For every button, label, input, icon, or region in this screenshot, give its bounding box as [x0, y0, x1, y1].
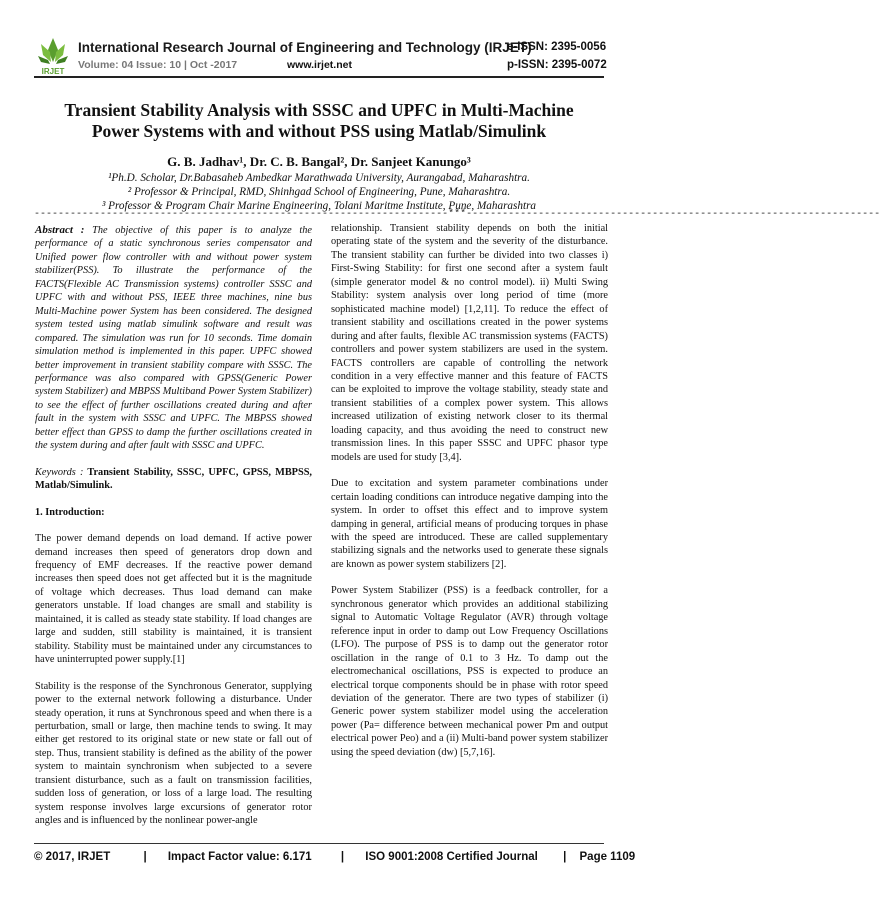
section-separator: ---------------------------------------------------------------------***--------------------------------------------------------------------- [34, 209, 880, 220]
title-line-1: Transient Stability Analysis with SSSC and UPFC in Multi-Machine [64, 100, 574, 120]
pissn: p-ISSN: 2395-0072 [507, 59, 607, 71]
keywords-label: Keywords : [35, 466, 84, 478]
footer [34, 851, 636, 863]
volume-issue: Volume: 04 Issue: 10 | Oct -2017 [78, 59, 238, 71]
footer-page-number: Page 1109 [579, 851, 636, 863]
intro-paragraph-2: Stability is the response of the Synchronous Generator, supplying power to the external network following a disturbance. Under steady operation, it runs at Synchronous speed and when there is a perturbation, small or large, then machine tends to swing. It may either get restored to its original state or new state or fall out of step. Thus, transient stability is defined as the ability of the power system to maintain synchronism when subjected to a severe transient disturbance, such as a fault on transmission facilities, sudden loss of generation, or loss of a large load. The resulting system response involves large excursions of generator rotor angles and is influenced by the nonlinear power-angle [35, 680, 312, 827]
irjet-logo [36, 36, 70, 76]
logo-text: IRJET [41, 67, 65, 76]
footer-separator: | [563, 851, 567, 863]
affiliation-2: ² Professor & Principal, RMD, Shinhgad School of Engineering, Pune, Maharashtra. [127, 186, 511, 198]
authors: G. B. Jadhav¹, Dr. C. B. Bangal², Dr. Sanjeet Kanungo³ [167, 154, 471, 169]
abstract-text: The objective of this paper is to analyze the performance of a static synchronous series compensator and Unified power flow controller with and without power system stabilizer(PSS). To illustrate the performance of the FACTS(Flexible AC Transmission systems) controller SSSC and UPFC with and without PSS, IEEE three machines, nine bus Multi-Machine power System has been considered. The designed system tested using matlab simulink software and result was compared. The simulation was run for 10 seconds. Time domain simulation method is implemented in this paper. UPFC showed better improvement in transient stability compare with SSSC. The performance was also compared with GPSS(Generic Power system Stabilizer) and MBPSS Multiband Power System Stabilizer) to see the effect of further oscillations created during and after fault in the system with SSSC and UPFC. The MBPSS showed better effect than GPSS to damp the further oscillations created in the system during and after fault with SSSC and UPFC. [35, 225, 312, 452]
footer-copyright: © 2017, IRJET [34, 851, 111, 863]
footer-divider [34, 843, 604, 844]
footer-separator: | [143, 851, 147, 863]
right-paragraph-3: Power System Stabilizer (PSS) is a feedback controller, for a synchronous generator which provides an additional stabilizing signal to Automatic Voltage Regulator (AVR) through voltage reference input in order to damp out Low Frequency Oscillations (LFO). The purpose of PSS is to damp out the generator rotor oscillation in the range of 0.1 to 3 Hz. To damp out the electromechanical oscillations, PSS is expected to produce an electrical torque components should be in phase with rotor speed deviation of the generator. There are two types of stabilizer (i) Generic power system stabilizer model using the acceleration power (Pa= difference between mechanical power Pm and output electrical power Peo) and a (ii) Multi-band power system stabilizer using the speed deviation (dw) [5,7,16]. [331, 585, 608, 758]
affiliation-1: ¹Ph.D. Scholar, Dr.Babasaheb Ambedkar Marathwada University, Aurangabad, Maharashtra. [108, 172, 530, 184]
intro-paragraph-1: The power demand depends on load demand. If active power demand increases then speed of generators drop down and frequency of EMF decreases. If the reactive power demand increases then speed does not get affected but it is the magnitude of voltage which decreases. Thus load demand can make generators unstable. If load changes are small and stability is maintained, it is called as steady state stability. If load changes are large and sudden, still stability is maintained, it is transient stability. Stability must be maintained under any circumstances to have uninterrupted power supply.[1] [35, 533, 312, 666]
leaf-logo-icon [36, 36, 70, 76]
right-paragraph-2: Due to excitation and system parameter combinations under certain loading conditions can introduce negative damping into the system. In order to offset this effect and to improve system damping in general, artificial means of producing torques in phase with the speed are introduced. These are called supplementary stabilizing signals and the networks used to generate these signals are known as power system stabilizers [2]. [331, 478, 608, 570]
affiliation-3: ³ Professor & Program Chair Marine Engineering, Tolani Maritme Institute, Pune, Maharashtra [101, 200, 537, 212]
footer-separator: | [340, 851, 345, 863]
journal-name: International Research Journal of Engineering and Technology (IRJET) [78, 40, 532, 55]
right-paragraph-1: relationship. Transient stability depends on both the initial operating state of the system and the severity of the disturbance. The transient stability can further be divided into two classes i) First-Swing Stability: for first one second after a system fault (simple generator model & no control model). ii) Multi Swing Stability: system analysis over long period of time (more sophisticated machine model) [1,2,11]. To reduce the effect of transient stability and oscillations created in the power systems during and after faults, flexible AC transmission systems (FACTS) controllers and power system stabilizers are used in the system. FACTS controllers are capable of controlling the network condition in a very effective manner and this feature of FACTS can be exploited to improve the voltage stability, steady state and transient stabilities of a complex power system. This allows increased utilization of existing network closer to its thermal loading capacity, and thus avoiding the need to construct new transmission lines. In this paper SSSC and UPFC phasor type models are used for study [3,4]. [331, 223, 608, 463]
abstract [35, 224, 312, 453]
right-column [331, 222, 608, 772]
abstract-label: Abstract : [35, 224, 85, 236]
journal-website-link[interactable]: www.irjet.net [287, 59, 352, 71]
footer-iso: ISO 9001:2008 Certified Journal [365, 851, 538, 863]
keywords-text: Transient Stability, SSSC, UPFC, GPSS, MBPSS, Matlab/Simulink. [35, 466, 313, 492]
eissn: e-ISSN: 2395-0056 [507, 41, 607, 53]
left-column [35, 224, 312, 841]
keywords [35, 466, 312, 493]
paper-title [40, 100, 598, 142]
footer-impact-factor: Impact Factor value: 6.171 [167, 851, 312, 863]
title-line-2: Power Systems with and without PSS using Matlab/Simulink [91, 121, 547, 141]
section-heading-introduction: 1. Introduction: [35, 506, 105, 518]
header-divider [34, 76, 604, 78]
